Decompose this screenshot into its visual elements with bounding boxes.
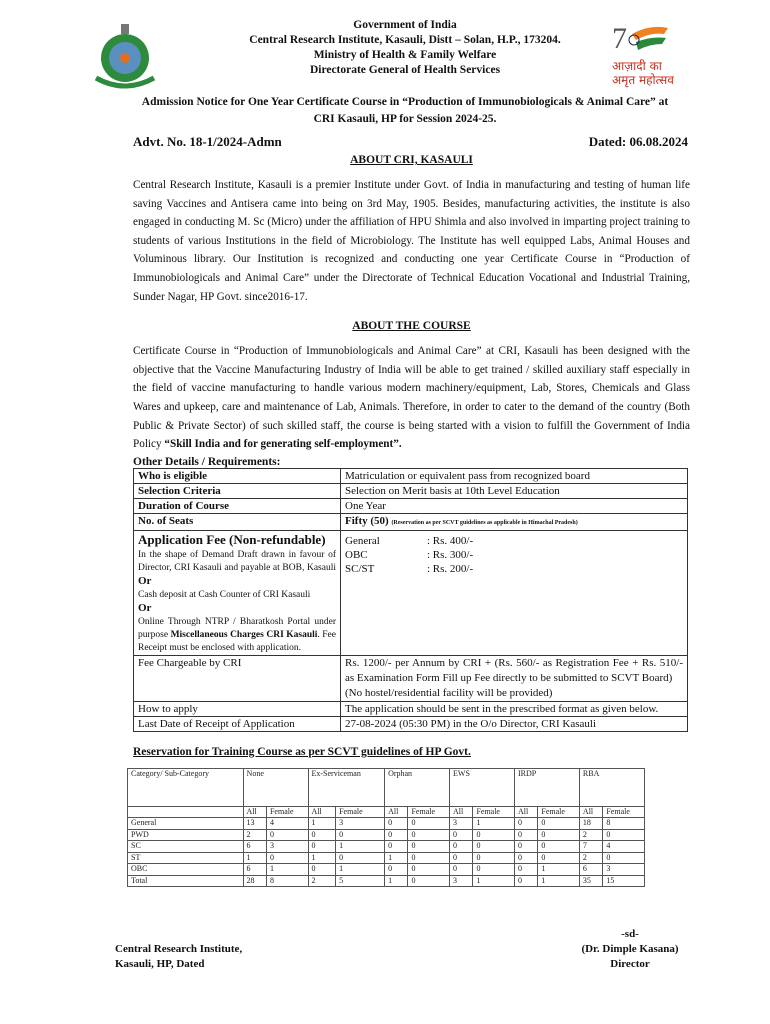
header-line: Ministry of Health & Family Welfare	[313, 49, 497, 61]
value	[341, 530, 688, 655]
sub-header: Female	[603, 806, 645, 818]
cell: 1	[266, 864, 308, 876]
cell: 4	[266, 818, 308, 830]
cell: 3	[336, 818, 385, 830]
cell: 1	[308, 818, 336, 830]
cell: 0	[385, 864, 408, 876]
cell: 3	[450, 875, 473, 887]
cell: 2	[579, 829, 602, 841]
cell: 0	[450, 852, 473, 864]
table-row	[134, 468, 688, 483]
cell: 0	[514, 864, 537, 876]
signatory-name: (Dr. Dimple Kasana)	[581, 943, 679, 956]
cell: 0	[336, 829, 385, 841]
cell: 3	[603, 864, 645, 876]
title-line: Admission Notice for One Year Certificate Course in “Production of Immunobiologicals & Animal Care” at	[141, 96, 669, 108]
cell: 8	[266, 875, 308, 887]
cell: 0	[514, 818, 537, 830]
svg-text:7: 7	[612, 22, 627, 54]
cell: 6	[243, 864, 266, 876]
cell: 0	[473, 841, 515, 853]
sub-header: All	[514, 806, 537, 818]
about-course-text	[133, 342, 690, 454]
notice-date: Dated: 06.08.2024	[588, 134, 688, 149]
cell: 0	[266, 829, 308, 841]
logo-text: अमृत महोत्सव	[612, 73, 674, 87]
cell: General	[128, 818, 244, 830]
or: Or	[138, 574, 152, 587]
cell: 0	[473, 852, 515, 864]
cell: 0	[336, 852, 385, 864]
advt-row	[133, 134, 690, 150]
sub-header: All	[308, 806, 336, 818]
signature-block	[560, 927, 700, 972]
t: Online Through NTRP / Bharatkosh Portal under purpose	[138, 616, 336, 640]
cell: 0	[408, 864, 450, 876]
details-table	[133, 468, 688, 732]
group-header: EWS	[450, 768, 515, 806]
cell: 2	[308, 875, 336, 887]
cell: 1	[336, 841, 385, 853]
cell: 1	[385, 852, 408, 864]
cell: 3	[266, 841, 308, 853]
table-row	[128, 806, 645, 818]
cell: 0	[266, 852, 308, 864]
table-row	[128, 864, 645, 876]
cell: 8	[603, 818, 645, 830]
course-policy: “Skill India and for generating self-employment”.	[164, 438, 402, 451]
value	[341, 655, 688, 701]
table-row	[134, 513, 688, 530]
value: One Year	[341, 498, 688, 513]
cell: 1	[336, 864, 385, 876]
signatory-title: Director	[610, 958, 650, 971]
cell: 13	[243, 818, 266, 830]
cell: 4	[603, 841, 645, 853]
cell: 0	[538, 829, 580, 841]
advt-number: Advt. No. 18-1/2024-Admn	[133, 134, 282, 149]
corner-cell: Category/ Sub-Category	[128, 768, 244, 806]
amt: : Rs. 400/-	[427, 534, 474, 547]
footer-left	[115, 942, 242, 972]
group-header: None	[243, 768, 308, 806]
table-row	[134, 701, 688, 716]
cell: 1	[385, 875, 408, 887]
cell: 0	[603, 852, 645, 864]
sub-header: Female	[538, 806, 580, 818]
t: Miscellaneous Charges CRI Kasauli	[170, 629, 318, 640]
value: 27-08-2024 (05:30 PM) in the O/o Director, CRI Kasauli	[341, 716, 688, 731]
sub-header: Female	[266, 806, 308, 818]
label: Fee Chargeable by CRI	[134, 655, 341, 701]
logo-text: आज़ादी का	[612, 59, 662, 73]
cell: 2	[243, 829, 266, 841]
cat: OBC	[345, 548, 368, 561]
cell: 0	[473, 829, 515, 841]
sub-header: Female	[336, 806, 385, 818]
seats: Fifty (50)	[345, 514, 389, 527]
title-line: CRI Kasauli, HP for Session 2024-25.	[313, 113, 497, 125]
cell: 0	[450, 841, 473, 853]
cell: PWD	[128, 829, 244, 841]
cat: SC/ST	[345, 562, 375, 575]
label	[134, 530, 341, 655]
cell: 0	[408, 829, 450, 841]
cell: 0	[473, 864, 515, 876]
amt: : Rs. 300/-	[427, 548, 474, 561]
header-line: Central Research Institute, Kasauli, Distt – Solan, H.P., 173204.	[249, 34, 561, 46]
hostel-note: (No hostel/residential facility will be provided)	[345, 686, 553, 699]
cell: 0	[514, 829, 537, 841]
label: Who is eligible	[134, 468, 341, 483]
cell: 0	[408, 852, 450, 864]
label: No. of Seats	[134, 513, 341, 530]
table-row	[128, 875, 645, 887]
cell: 1	[538, 864, 580, 876]
group-header: IRDP	[514, 768, 579, 806]
cell: 3	[450, 818, 473, 830]
sub-header: All	[450, 806, 473, 818]
t: Cash deposit at Cash Counter of CRI Kasauli	[138, 589, 311, 600]
course-text: Certificate Course in “Production of Immunobiologicals and Animal Care” at CRI, Kasauli has been designed with the objective that the Vaccine Manufacturing Industry of India will be able to get trained / skilled auxiliary staff especially in the field of vaccine manufacturing to handle various modern machinery/equipment, Lab, Stores, Chemicals and Glass Wares and upkeep, care and maintenance of Lab, Animals. Therefore, in order to cater to the demand of the country (Both Public & Private Sector) of such skilled staff, the course is being started with a vision to fulfill the Government of India Policy	[133, 345, 690, 451]
cell: SC	[128, 841, 244, 853]
cell: 1	[473, 875, 515, 887]
cell: 0	[450, 829, 473, 841]
table-row	[128, 852, 645, 864]
seats-note: (Reservation as per SCVT guidelines as applicable in Himachal Pradesh)	[391, 519, 578, 526]
label: Duration of Course	[134, 498, 341, 513]
t: In the shape of Demand Draft drawn in favour of Director, CRI Kasauli and payable at BOB, Kasauli	[138, 549, 336, 573]
cell: 0	[385, 841, 408, 853]
cell: 0	[603, 829, 645, 841]
header	[200, 18, 610, 90]
other-details-heading: Other Details / Requirements:	[133, 455, 281, 468]
cell: 0	[408, 841, 450, 853]
cell: 5	[336, 875, 385, 887]
or: Or	[138, 601, 152, 614]
cell: 6	[243, 841, 266, 853]
cell	[128, 806, 244, 818]
cell: 0	[308, 864, 336, 876]
cell: 2	[579, 852, 602, 864]
cell: 6	[579, 864, 602, 876]
cell: 1	[538, 875, 580, 887]
about-course-heading: ABOUT THE COURSE	[352, 320, 471, 333]
app-fee-text	[138, 549, 336, 655]
cell: 1	[243, 852, 266, 864]
reservation-heading: Reservation for Training Course as per SCVT guidelines of HP Govt.	[133, 745, 471, 758]
reservation-table	[127, 768, 645, 888]
cell: 28	[243, 875, 266, 887]
fee-row	[345, 562, 683, 576]
fee-row	[345, 534, 683, 548]
value	[341, 513, 688, 530]
value: The application should be sent in the prescribed format as given below.	[341, 701, 688, 716]
cell: 0	[308, 841, 336, 853]
value: Matriculation or equivalent pass from recognized board	[341, 468, 688, 483]
cell: 0	[450, 864, 473, 876]
signature: -sd-	[621, 928, 639, 941]
table-row	[128, 841, 645, 853]
cell: 0	[538, 841, 580, 853]
sub-header: Female	[473, 806, 515, 818]
label: How to apply	[134, 701, 341, 716]
cell: 0	[514, 875, 537, 887]
table-row	[134, 655, 688, 701]
notice-title	[120, 94, 690, 128]
cell: 0	[538, 818, 580, 830]
cat: General	[345, 534, 380, 547]
sub-header: All	[579, 806, 602, 818]
cell: ST	[128, 852, 244, 864]
cell: 7	[579, 841, 602, 853]
fee-text: Rs. 1200/- per Annum by CRI + (Rs. 560/- as Registration Fee + Rs. 510/- as Examination Form Fill up Fee directly to be submitted to SCVT Board)	[345, 656, 683, 684]
cell: 0	[308, 829, 336, 841]
cell: 0	[514, 841, 537, 853]
sub-header: Female	[408, 806, 450, 818]
header-line: Directorate General of Health Services	[309, 64, 501, 76]
cell: 1	[473, 818, 515, 830]
t: . Fee Receipt must be enclosed with application.	[138, 629, 336, 653]
value: Selection on Merit basis at 10th Level Education	[341, 483, 688, 498]
cell: Total	[128, 875, 244, 887]
cell: OBC	[128, 864, 244, 876]
cell: 18	[579, 818, 602, 830]
about-cri-heading: ABOUT CRI, KASAULI	[350, 154, 473, 166]
footer-line: Central Research Institute,	[115, 943, 243, 956]
cell: 35	[579, 875, 602, 887]
table-row	[134, 483, 688, 498]
header-line: Government of India	[353, 19, 457, 31]
cell: 0	[514, 852, 537, 864]
label: Last Date of Receipt of Application	[134, 716, 341, 731]
table-row	[128, 818, 645, 830]
footer-line: Kasauli, HP, Dated	[115, 958, 205, 971]
cell: 0	[408, 875, 450, 887]
cell: 1	[308, 852, 336, 864]
group-header: Ex-Serviceman	[308, 768, 385, 806]
cell: 0	[385, 829, 408, 841]
table-row	[134, 530, 688, 655]
app-fee-heading: Application Fee (Non-refundable)	[138, 531, 326, 547]
group-header: Orphan	[385, 768, 450, 806]
amt: : Rs. 200/-	[427, 562, 474, 575]
table-row	[134, 716, 688, 731]
group-header: RBA	[579, 768, 644, 806]
cell: 15	[603, 875, 645, 887]
table-row	[128, 829, 645, 841]
about-cri-text: Central Research Institute, Kasauli is a premier Institute under Govt. of India in manufacturing and testing of human life saving Vaccines and Antisera came into being on 3rd May, 1905. Besides, manufacturing activities, the institute is also engaged in conducting M. Sc (Micro) under the affiliation of HPU Shimla and also involved in imparting project training to students of various Institutions in the field of Microbiology. The Institute has well equipped Labs, Animal Houses and Voluminous library. Our Institution is recognized and conducting one year Certificate Course in “Production of Immunobiologicals and Animal Care” under the Directorate of Technical Education Vocational and Industrial Training, Sunder Nagar, HP Govt. since2016-17.	[133, 179, 690, 303]
table-row	[128, 768, 645, 806]
label: Selection Criteria	[134, 483, 341, 498]
cell: 0	[538, 852, 580, 864]
cell: 0	[408, 818, 450, 830]
sub-header: All	[385, 806, 408, 818]
footer	[115, 927, 690, 972]
sub-header: All	[243, 806, 266, 818]
fee-row	[345, 548, 683, 562]
table-row	[134, 498, 688, 513]
cell: 0	[385, 818, 408, 830]
